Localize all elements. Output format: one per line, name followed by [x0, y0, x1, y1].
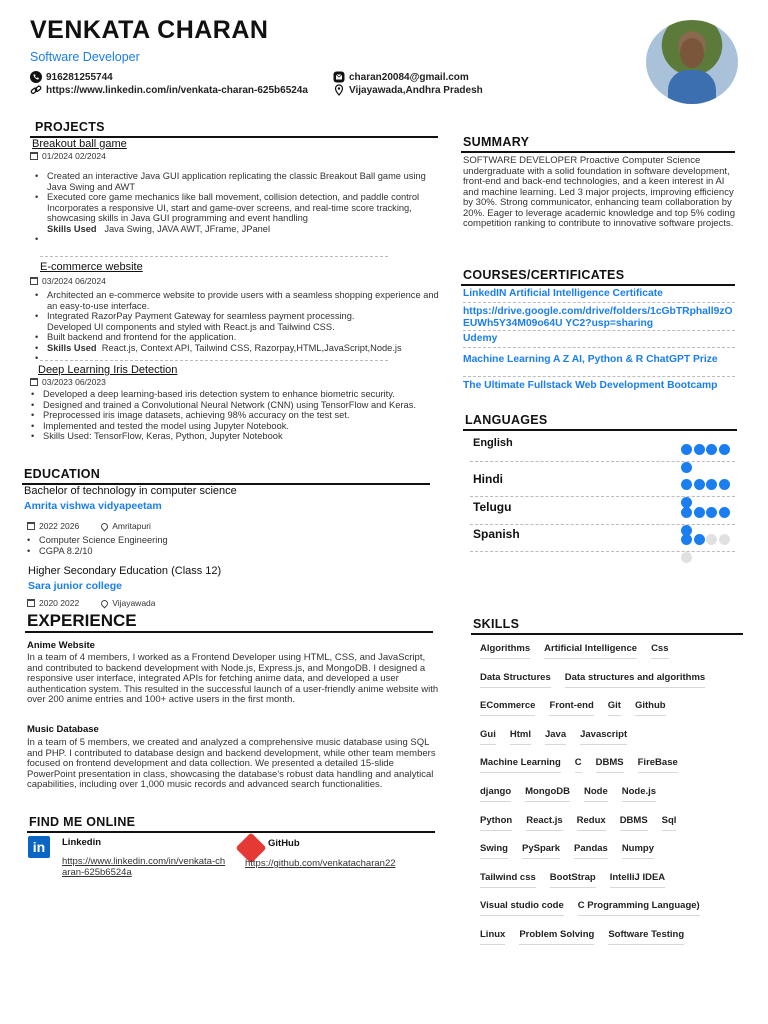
bullet-item: • Executed core game mechanics like ball movement, collision detection, and paddle control [32, 192, 437, 203]
level-dot-filled [706, 479, 717, 490]
language-name: Telugu [473, 500, 512, 514]
project-dates: 03/2023 06/2023 [30, 377, 106, 387]
empty-bullet [32, 234, 437, 245]
divider [40, 256, 388, 257]
skill-tag: MongoDB [525, 786, 570, 802]
bullet-item: • Developed a deep learning-based iris detection system to enhance biometric security. [28, 389, 438, 400]
skill-tag: Python [480, 815, 512, 831]
project-title: Breakout ball game [32, 138, 127, 150]
location-text: Vijayawada,Andhra Pradesh [349, 84, 483, 96]
degree-title: Higher Secondary Education (Class 12) [28, 565, 222, 577]
phone-icon [30, 71, 42, 83]
education-bullets [24, 535, 324, 556]
linkedin-icon: in [28, 836, 50, 858]
divider [463, 347, 735, 348]
level-dot-filled [694, 534, 705, 545]
level-dot-filled [694, 444, 705, 455]
skills-used-line: Skills Used Java Swing, JAVA AWT, JFrame, JPanel [47, 223, 271, 234]
experience-title: Music Database [27, 724, 99, 735]
bullet-item: • Skills Used: TensorFlow, Keras, Python, Jupyter Notebook [28, 431, 438, 442]
location-contact [333, 84, 483, 96]
level-dot-filled [681, 507, 692, 518]
bullet-item: • CGPA 8.2/10 [24, 546, 324, 557]
language-name: English [473, 437, 513, 449]
skill-tag: Gui [480, 729, 496, 745]
school-name: Sara junior college [28, 580, 122, 592]
find-me-heading: FIND ME ONLINE [29, 815, 136, 829]
candidate-role: Software Developer [30, 50, 140, 64]
skill-tag: Software Testing [608, 929, 684, 945]
project-bullets [32, 290, 442, 364]
experience-description: In a team of 4 members, I worked as a Frontend Developer using HTML, CSS, and JavaScript, and contributed to backend development with Node.js, Express.js, and MongoDB. I designed a responsive user interface, integrated APIs for fetching anime data, and developed a user authentication system. This resulted in the successful launch of a user-friendly anime website with over 200 anime entries and 100+ active users in the first month. [27, 652, 439, 705]
languages-heading: LANGUAGES [465, 413, 548, 427]
find-me-rule [27, 831, 435, 833]
level-dot-filled [681, 534, 692, 545]
bullet-item: • Created an interactive Java GUI application replicating the classic Breakout Ball game using Java Swing and AWT [32, 171, 437, 192]
level-dot-filled [706, 507, 717, 518]
skill-tag: C Programming Language) [578, 900, 700, 916]
project-dates: 03/2024 06/2024 [30, 276, 106, 286]
skill-tag: IntelliJ IDEA [610, 872, 665, 888]
level-dot-empty [706, 534, 717, 545]
skill-tag: Javascript [580, 729, 627, 745]
calendar-icon [30, 378, 38, 386]
skills-heading: SKILLS [473, 617, 520, 631]
degree-title: Bachelor of technology in computer science [24, 485, 237, 497]
skill-tag: Github [635, 700, 666, 716]
skill-tag: Css [651, 643, 668, 659]
skill-tag: Node [584, 786, 608, 802]
project-dates: 01/2024 02/2024 [30, 151, 106, 161]
language-name: Spanish [473, 527, 520, 541]
level-dot-filled [719, 444, 730, 455]
experience-rule [25, 631, 433, 633]
skill-tag: DBMS [620, 815, 648, 831]
education-heading: EDUCATION [24, 467, 101, 481]
experience-title: Anime Website [27, 640, 95, 651]
experience-heading: EXPERIENCE [27, 611, 137, 630]
linkedin-profile-link[interactable]: https://www.linkedin.com/in/venkata-charan-625b6524a [62, 856, 226, 878]
language-row [470, 500, 738, 526]
skill-tag: Java [545, 729, 566, 745]
location-pin-icon [100, 598, 110, 608]
skill-tag: Sql [662, 815, 677, 831]
phone-contact [30, 71, 113, 83]
language-name: Hindi [473, 472, 503, 486]
skills-used-line: • Skills Used React.js, Context API, Tailwind CSS, Razorpay,HTML,JavaScript,Node.js [32, 343, 442, 354]
location-pin-icon [333, 84, 345, 96]
skill-tag: Machine Learning [480, 757, 561, 773]
skill-tag: Artificial Intelligence [544, 643, 637, 659]
skill-tag: Redux [577, 815, 606, 831]
level-dot-filled [694, 479, 705, 490]
location-pin-icon [100, 521, 110, 531]
courses-heading: COURSES/CERTIFICATES [463, 268, 625, 282]
divider [463, 302, 735, 303]
project-title: Deep Learning Iris Detection [38, 364, 178, 376]
education-dates: 2020 2022 Vijayawada [27, 598, 156, 608]
skill-tag: Algorithms [480, 643, 530, 659]
link-icon [30, 84, 42, 96]
skill-tag: DBMS [596, 757, 624, 773]
skill-tag: Pandas [574, 843, 608, 859]
linkedin-url[interactable]: https://www.linkedin.com/in/venkata-charan-625b6524a [46, 84, 308, 96]
divider [40, 360, 388, 361]
level-dot-filled [719, 507, 730, 518]
divider [470, 461, 735, 462]
skill-tag: Data structures and algorithms [565, 672, 705, 688]
skill-tag: Html [510, 729, 531, 745]
calendar-icon [30, 152, 38, 160]
languages-rule [463, 429, 737, 431]
skill-tag: C [575, 757, 582, 773]
skill-tag: FireBase [638, 757, 678, 773]
certificate-title[interactable]: LinkedIN Artificial Intelligence Certificate [463, 288, 663, 299]
skill-tag: Node.js [622, 786, 656, 802]
level-dot-filled [719, 479, 730, 490]
certificate-title[interactable]: Udemy [463, 333, 498, 344]
calendar-icon [27, 522, 35, 530]
phone-number[interactable]: 916281255744 [46, 71, 113, 83]
bullet-item: • Integrated RazorPay Payment Gateway for seamless payment processing. [32, 311, 442, 322]
certificate-title[interactable]: Machine Learning A Z AI, Python & R ChatGPT Prize [463, 354, 718, 365]
language-row [470, 437, 738, 463]
level-dot-filled [706, 444, 717, 455]
skill-tag: Front-end [549, 700, 593, 716]
bullet-item: • Built backend and frontend for the application. [32, 332, 442, 343]
level-dot-filled [681, 479, 692, 490]
summary-text: SOFTWARE DEVELOPER Proactive Computer Science undergraduate with a solid foundation in software development, front-end and back-end technologies, and a keen interest in AI and machine learning. Led 3 major projects, improving efficiency by 30%. Strong communicator, enhancing team collaboration by 20%. Eager to leverage academic knowledge and top 5% coding competition ranking to contribute to innovative software projects. [463, 155, 735, 229]
divider [470, 496, 735, 497]
level-dot-empty [719, 534, 730, 545]
school-name: Amrita vishwa vidyapeetam [24, 500, 162, 512]
skill-tag: Git [608, 700, 621, 716]
github-profile-link[interactable]: https://github.com/venkatacharan22 [245, 858, 396, 869]
skill-tag: Numpy [622, 843, 654, 859]
bullet-item: • Computer Science Engineering [24, 535, 324, 546]
level-dot-empty [681, 552, 692, 563]
calendar-icon [27, 599, 35, 607]
skill-tag: ECommerce [480, 700, 535, 716]
github-label: GitHub [268, 838, 300, 849]
skill-tag: BootStrap [550, 872, 596, 888]
courses-rule [461, 284, 735, 286]
bullet-item: • Designed and trained a Convolutional Neural Network (CNN) using TensorFlow and Keras. [28, 400, 438, 411]
level-dot-filled [681, 444, 692, 455]
email-contact [333, 71, 469, 83]
skill-tag: django [480, 786, 511, 802]
skill-tag: Problem Solving [519, 929, 594, 945]
level-dot-filled [694, 507, 705, 518]
experience-description: In a team of 5 members, we created and analyzed a comprehensive music database using SQL and PHP. I contributed to database design and backend development, while other team members focused on frontend development and data collection. We presented a detailed 15-slide PowerPoint presentation in class, showcasing the database's robust data handling and analytical capabilities, including over 1,000 music records and advanced search functionalities. [27, 737, 436, 790]
language-level-dots [681, 532, 738, 568]
summary-heading: SUMMARY [463, 135, 530, 149]
language-row [470, 472, 738, 498]
education-dates: 2022 2026 Amritapuri [27, 521, 151, 531]
certificate-title[interactable]: The Ultimate Fullstack Web Development Bootcamp [463, 380, 718, 391]
skill-tag: Linux [480, 929, 505, 945]
summary-rule [461, 151, 735, 153]
divider [470, 551, 735, 552]
project-title: E-commerce website [40, 261, 143, 273]
divider [463, 376, 735, 377]
certificate-drive-link[interactable]: https://drive.google.com/drive/folders/1cGbTRphall9zOEUWh5Y34M09o64U YC2?usp=sharing [463, 306, 733, 329]
email-icon [333, 71, 345, 83]
bullet-item: Incorporates a responsive UI, start and game-over screens, and real-time score tracking, showcasing skills in Java GUI programming and event handling [47, 202, 412, 223]
bullet-item: Developed UI components and styled with React.js and Tailwind CSS. [47, 321, 335, 332]
project-bullets [32, 171, 437, 245]
bullet-item: • Architected an e-commerce website to provide users with a seamless shopping experience and an easy-to-use interface. [32, 290, 442, 311]
candidate-name: VENKATA CHARAN [30, 16, 269, 44]
linkedin-label: Linkedin [62, 837, 102, 848]
skills-rule [471, 633, 743, 635]
skill-tag: Data Structures [480, 672, 551, 688]
skill-tag: Swing [480, 843, 508, 859]
language-row [470, 527, 738, 553]
skill-tag: Tailwind css [480, 872, 536, 888]
projects-heading: PROJECTS [35, 120, 105, 134]
profile-photo [646, 20, 738, 104]
bullet-item: • Preprocessed iris image datasets, achieving 98% accuracy on the test set. [28, 410, 438, 421]
divider [463, 330, 735, 331]
skill-tag: React.js [526, 815, 562, 831]
calendar-icon [30, 277, 38, 285]
bullet-item: • Implemented and tested the model using Jupyter Notebook. [28, 421, 438, 432]
divider [470, 524, 735, 525]
linkedin-contact [30, 84, 308, 96]
skill-tag: Visual studio code [480, 900, 564, 916]
project-bullets [28, 389, 438, 442]
empty-bullet [32, 353, 442, 364]
email-address[interactable]: charan20084@gmail.com [349, 71, 469, 83]
skill-tag: PySpark [522, 843, 560, 859]
